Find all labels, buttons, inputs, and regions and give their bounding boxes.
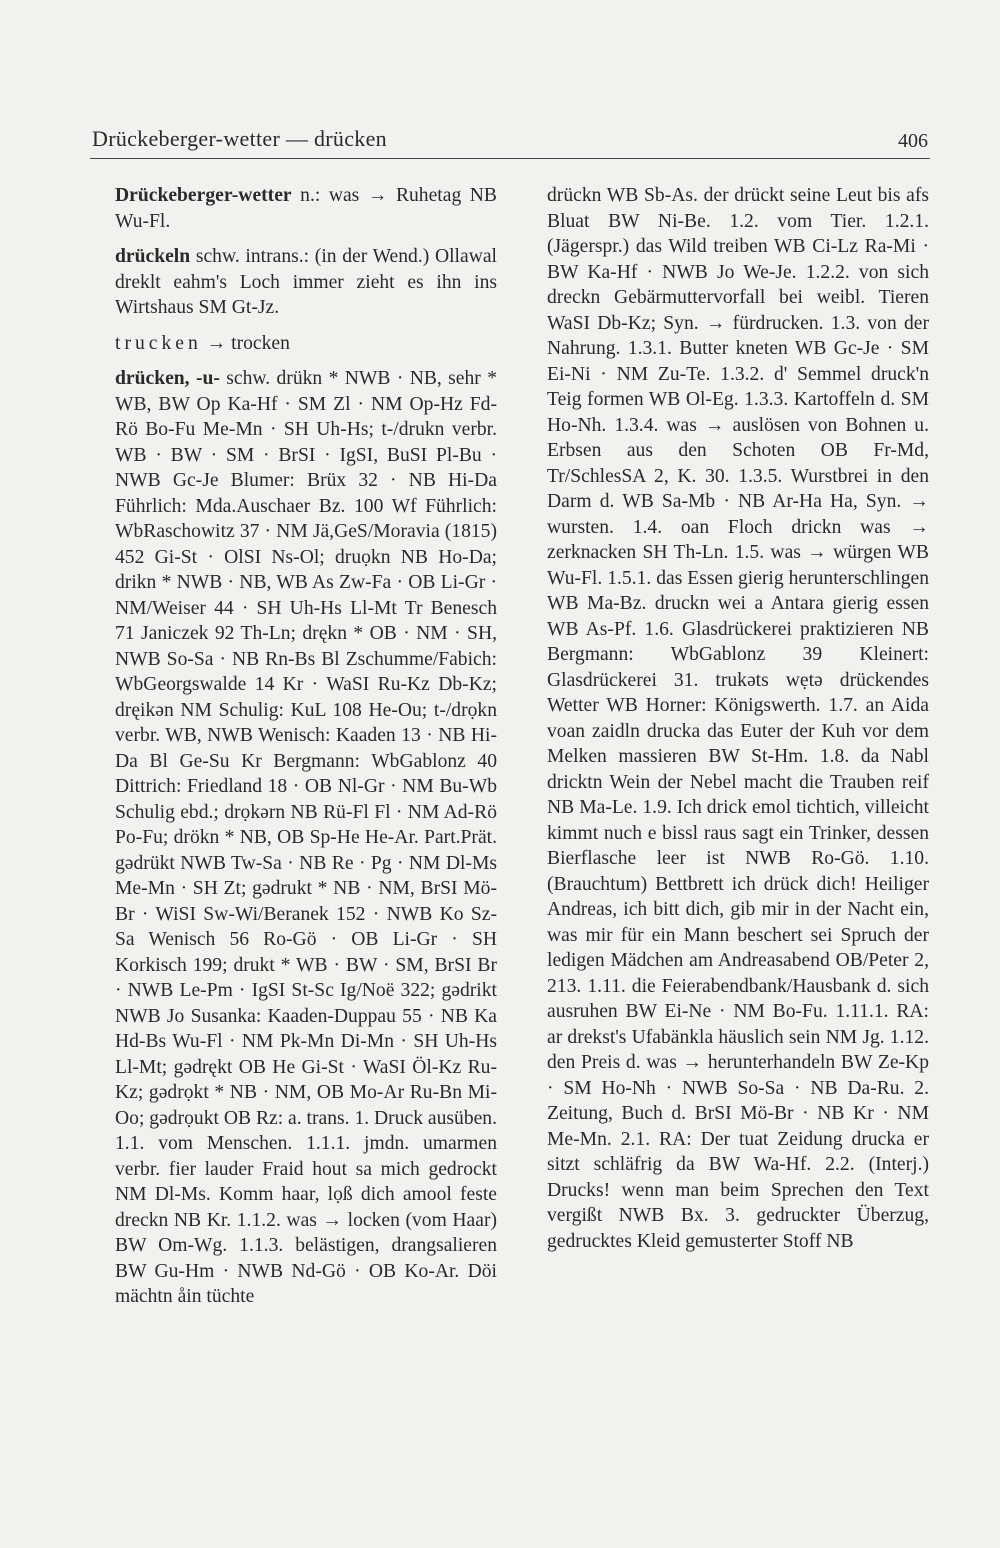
- header-title: Drückeberger-wetter — drücken: [92, 126, 387, 151]
- headword-spaced: trucken: [115, 332, 202, 354]
- headword: Drückeberger-wetter: [115, 185, 292, 206]
- entry-text: schw. drükn * NWB · NB, sehr * WB, BW Op Ka-Hf · SM Zl · NM Op-Hz Fd-Rö Bo-Fu Me-Mn · SH Uh-Hs; t-/drukn verbr. WB · BW · SM · BrSI · IgSI, BuSI Pl-Bu · NWB Gc-Je Blumer: Brüx 32 · NB Hi-Da Führlich: Mda.Auschaer Bz. 100 Wf Führlich: WbRaschowitz 37 · NM Jä,GeS/Moravia (1815) 452 Gi-St · OlSI Ns-Ol; druọkn NB Ho-Da; drikn * NWB · NB, WB As Zw-Fa · OB Li-Gr · NM/Weiser 44 · SH Uh-Hs Ll-Mt Tr Benesch 71 Janiczek 92 Th-Ln; drękn * OB · NM · SH, NWB So-Sa · NB Rn-Bs Bl Zschumme/Fabich: WbGeorgswalde 14 Kr · WaSI Ru-Kz Db-Kz; dręikən NM Schulig: KuL 108 He-Ou; t-/drọkn verbr. WB, NWB Wenisch: Kaaden 13 · NB Hi-Da Bl Ge-Su Kr Bergmann: WbGablonz 40 Dittrich: Friedland 18 · OB Nl-Gr · NM Bu-Wb Schulig ebd.; drọkərn NB Rü-Fl Fl · NM Ad-Rö Po-Fu; drökn * NB, OB Sp-He He-Ar. Part.Prät. gədrükt NWB Tw-Sa · NB Re · Pg · NM Dl-Ms Me-Mn · SH Zt; gədrukt * NB · NM, BrSI Mö-Br · WiSI Sw-Wi/Beranek 152 · NWB Ko Sz-Sa Wenisch 56 Ro-Gö · OB Li-Gr · SH Korkisch 199; drukt * WB · BW · SM, BrSI Br · NWB Le-Pm · IgSI St-Sc Ig/Noë 322; gədrikt NWB Jo Susanka: Kaaden-Duppau 55 · NB Ka Hd-Bs Wu-Fl · NM Pk-Mn Di-Mn · SH Uh-Hs Ll-Mt; gədrękt OB He Gi-St · WaSI Öl-Kz Ru-Kz; gədrọkt * NB · NM, OB Mo-Ar Ru-Bn Mi-Oo; gədrọukt OB Rz: a. trans. 1. Druck ausüben. 1.1. vom Menschen. 1.1.1. jmdn. umarmen verbr. fier lauder Fraid hout sa mich gedrockt NM Dl-Ms. Komm haar, lọß dich amool feste dreckn NB Kr. 1.1.2. was → locken (vom Haar) BW Om-Wg. 1.1.3. belästigen, drangsalieren BW Gu-Hm · NWB Nd-Gö · OB Ko-Ar. Döi mächtn åin tüchte: [115, 368, 498, 1307]
- dictionary-entry: [115, 244, 497, 321]
- entry-text: schw. intrans.: (in der Wend.) Ollawal dreklt eahm's Loch immer zieht es ihn ins Wirtshaus SM Gt-Jz.: [115, 246, 497, 318]
- entry-continuation: drückn WB Sb-As. der drückt seine Leut bis afs Bluat BW Ni-Be. 1.2. vom Tier. 1.2.1. (Jägerspr.) das Wild treiben WB Ci-Lz Ra-Mi · BW Ka-Hf · NWB Jo We-Je. 1.2.2. von sich dreckn Gebärmuttervorfall bei weibl. Tieren WaSI Db-Kz; Syn. → fürdrucken. 1.3. von der Nahrung. 1.3.1. Butter kneten WB Gc-Je · SM Ei-Ni · NM Zu-Te. 1.3.2. d' Semmel druck'n Teig formen WB Ol-Eg. 1.3.3. Kartoffeln d. SM Ho-Nh. 1.3.4. was → auslösen von Bohnen u. Erbsen aus den Schoten OB Fr-Md, Tr/SchlesSA 2, K. 30. 1.3.5. Wurstbrei in den Darm d. WB Sa-Mb · NB Ar-Ha Ha, Syn. → wursten. 1.4. oan Floch drickn was → zerknacken SH Th-Ln. 1.5. was → würgen WB Wu-Fl. 1.5.1. das Essen gierig herunterschlingen WB Ma-Bz. druckn wei a Antara gierig essen WB As-Pf. 1.6. Glasdrückerei praktizieren NB Bergmann: WbGablonz 39 Kleinert: Glasdrückerei 31. trukəts wẹtə drückendes Wetter WB Horner: Königswerth. 1.7. an Aida voan zaidln drucka das Euter der Kuh vor dem Melken massieren BW St-Hm. 1.8. da Nabl dricktn Wein der Nebel macht die Trauben reif NB Ma-Le. 1.9. Ich drick emol tichtich, villeicht kimmt nuch e bissl raus sagt ein Trinker, dessen Bierflasche leer ist NWB Ro-Gö. 1.10. (Brauchtum) Bettbrett ich drück dich! Heiliger Andreas, ich bitt dich, gib mir in der Nacht ein, was mir für ein Mann beschert sei Spruch der ledigen Mädchen am Andreasabend OB/Peter 2, 213. 1.11. die Feierabendbank/Hausbank d. sich ausruhen BW Ei-Ne · NM Bo-Fu. 1.11.1. RA: ar drekst's Ufabänkla häuslich sein NM Jg. 1.12. den Preis d. was → herunterhandeln BW Ze-Kp · SM Ho-Nh · NWB So-Sa · NB Da-Ru. 2. Zeitung, Buch d. BrSI Mö-Br · NB Kr · NM Me-Mn. 2.1. RA: Der tuat Zeidung drucka er sitzt schläfrig da BW Wa-Hf. 2.2. (Interj.) Drucks! wenn man beim Sprechen den Text vergißt NWB Bx. 3. gedruckter Überzug, gedrucktes Kleid gemusterter Stoff NB: [547, 185, 929, 1252]
- left-column: [115, 183, 497, 1310]
- right-column: [547, 183, 929, 1254]
- running-header: [90, 118, 930, 159]
- headword: drücken, -u-: [115, 368, 220, 389]
- dictionary-entry: [115, 183, 497, 234]
- dictionary-entry: [115, 331, 497, 357]
- entry-text: → trocken: [201, 332, 290, 354]
- headword: drückeln: [115, 246, 191, 267]
- page-number: 406: [898, 130, 928, 152]
- dictionary-entry: [115, 366, 497, 1310]
- entry-text: n.: was → Ruhetag NB Wu-Fl.: [115, 185, 497, 232]
